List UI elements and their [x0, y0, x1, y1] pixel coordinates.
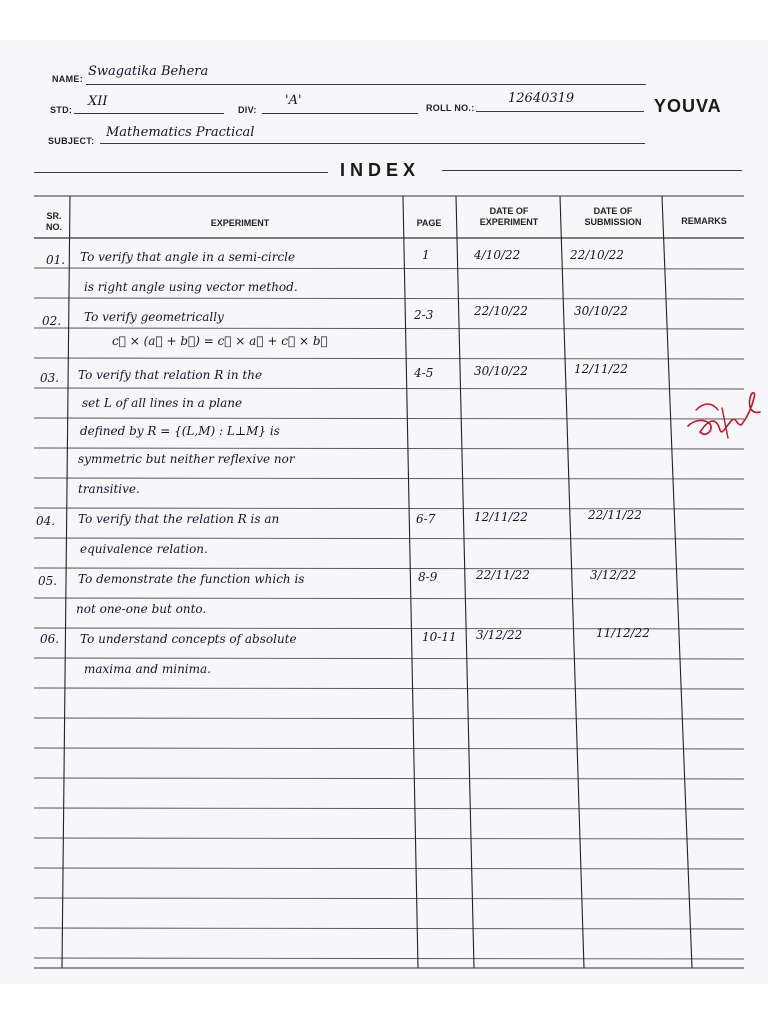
entry-02-date-sub: 30/10/22: [574, 304, 628, 318]
col-experiment: EXPERIMENT: [210, 218, 270, 228]
entry-02-line-2: c⃗ × (a⃗ + b⃗) = c⃗ × a⃗ + c⃗ × b⃗: [112, 334, 328, 348]
name-label: NAME:: [52, 74, 83, 84]
teacher-signature: [682, 380, 766, 450]
col-date-submission: DATE OF SUBMISSION: [584, 206, 642, 227]
ruled-line: [34, 328, 744, 329]
entry-06-sr: 06.: [40, 632, 60, 646]
subject-label: SUBJECT:: [48, 136, 95, 146]
entry-05-date-sub: 3/12/22: [590, 568, 637, 582]
col-page: PAGE: [416, 218, 442, 228]
ruled-line: [34, 898, 744, 899]
entry-04-date-sub: 22/11/22: [588, 508, 642, 522]
entry-03-line-3: defined by R = {(L,M) : L⊥M} is: [80, 424, 280, 438]
entry-04-line-1: To verify that the relation R is an: [78, 512, 280, 526]
brand-logo: YOUVA: [654, 96, 722, 116]
ruled-line: [34, 838, 744, 839]
entry-06-line-2: maxima and minima.: [84, 662, 211, 676]
ruled-line: [34, 778, 744, 779]
entry-01-page: 1: [422, 248, 430, 262]
entry-01-date-sub: 22/10/22: [570, 248, 624, 262]
entry-01-line-1: To verify that angle in a semi-circle: [80, 250, 296, 264]
entry-03-date-sub: 12/11/22: [574, 362, 628, 376]
entry-05-date-exp: 22/11/22: [476, 568, 530, 582]
ruled-line: [34, 268, 744, 269]
ruled-line: [34, 598, 744, 599]
entry-06-page: 10-11: [422, 630, 457, 644]
entry-04-sr: 04.: [36, 514, 56, 528]
entry-05-line-1: To demonstrate the function which is: [78, 572, 305, 586]
ruled-line: [34, 298, 744, 299]
ruled-line: [34, 868, 744, 869]
entry-03-line-2: set L of all lines in a plane: [82, 396, 243, 410]
col-remarks: REMARKS: [681, 216, 727, 226]
ruled-line: [34, 958, 744, 959]
ruled-line: [34, 448, 744, 449]
entry-03-date-exp: 30/10/22: [474, 364, 528, 378]
entry-02-line-1: To verify geometrically: [84, 310, 224, 324]
col-sr-no: SR. NO.: [45, 211, 62, 232]
entry-01-sr: 01.: [46, 253, 66, 267]
subject-value: Mathematics Practical: [106, 125, 255, 140]
col-date-experiment: DATE OF EXPERIMENT: [479, 206, 539, 227]
ruled-line: [34, 928, 744, 929]
div-value: 'A': [285, 93, 302, 108]
ruled-line: [34, 658, 744, 659]
entry-04-line-2: equivalence relation.: [80, 542, 208, 556]
ruled-line: [34, 718, 744, 719]
ruled-line: [34, 478, 744, 479]
entry-01-date-exp: 4/10/22: [474, 248, 521, 262]
std-label: STD:: [50, 105, 73, 115]
entry-02-sr: 02.: [42, 314, 62, 328]
entry-01-line-2: is right angle using vector method.: [84, 280, 298, 294]
roll-value: 12640319: [508, 91, 575, 106]
entry-03-line-5: transitive.: [78, 482, 140, 496]
entry-04-page: 6-7: [416, 512, 436, 526]
entry-06-date-sub: 11/12/22: [596, 626, 650, 640]
ruled-line: [34, 388, 744, 389]
entry-06-date-exp: 3/12/22: [476, 628, 523, 642]
name-value: Swagatika Behera: [88, 64, 209, 79]
index-title: INDEX: [340, 160, 421, 180]
entry-05-page: 8-9: [418, 570, 438, 584]
ruled-line: [34, 538, 744, 539]
ruled-line: [34, 808, 744, 809]
ruled-line: [34, 358, 744, 359]
entry-02-date-exp: 22/10/22: [474, 304, 528, 318]
entry-03-line-4: symmetric but neither reflexive nor: [78, 452, 295, 466]
entry-05-sr: 05.: [38, 574, 58, 588]
roll-label: ROLL NO.:: [426, 103, 475, 113]
entry-03-page: 4-5: [414, 366, 434, 380]
entry-03-sr: 03.: [40, 371, 60, 385]
ruled-line: [34, 688, 744, 689]
ruled-line: [34, 418, 744, 419]
ruled-line: [34, 748, 744, 749]
ruled-line: [34, 568, 744, 569]
entry-04-date-exp: 12/11/22: [474, 510, 528, 524]
entry-05-line-2: not one-one but onto.: [76, 602, 207, 616]
div-label: DIV:: [238, 105, 257, 115]
std-value: XII: [88, 94, 108, 109]
entry-06-line-1: To understand concepts of absolute: [80, 632, 297, 646]
entry-02-page: 2-3: [414, 308, 434, 322]
entry-03-line-1: To verify that relation R in the: [78, 368, 263, 382]
